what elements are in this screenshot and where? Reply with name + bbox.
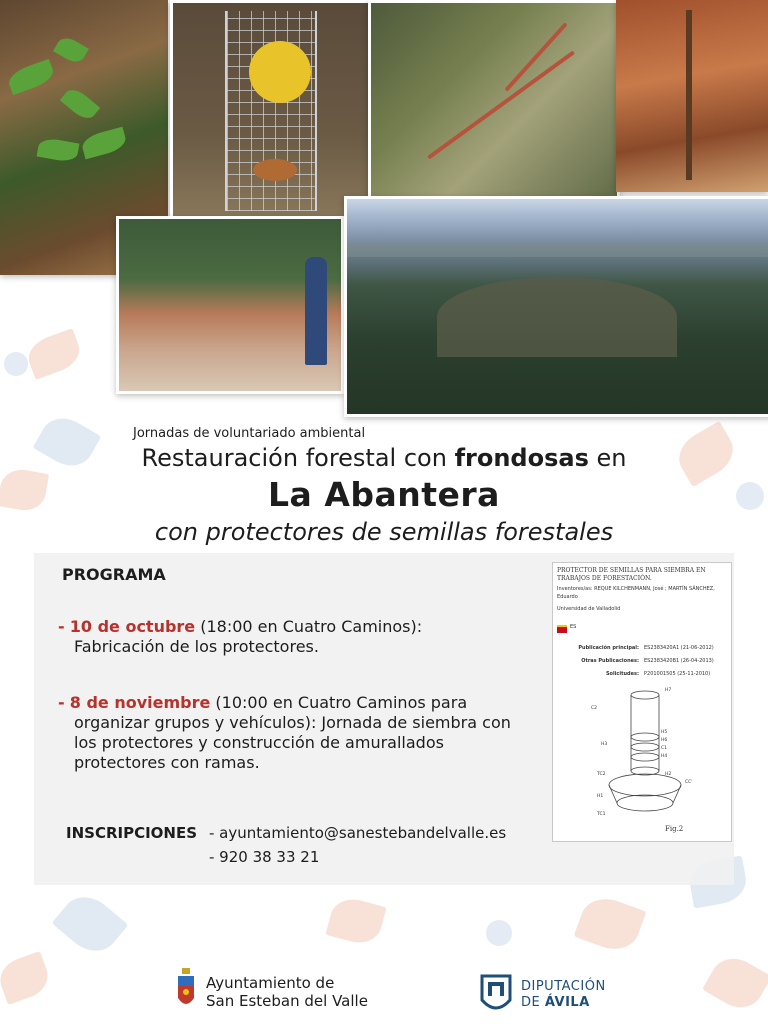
fig-label: C1 bbox=[661, 746, 668, 751]
patent-inventors: Inventores/as: REQUE KILCHENMANN, José ; MARTÍN SÁNCHEZ, Eduardo bbox=[557, 586, 715, 600]
ayuntamiento-name: Ayuntamiento de San Esteban del Valle bbox=[206, 974, 368, 1010]
inscripciones-label: INSCRIPCIONES bbox=[66, 824, 198, 842]
patent-figure-label: Fig.2 bbox=[665, 825, 684, 833]
bg-acorn bbox=[4, 352, 28, 376]
event-type-label: Jornadas de voluntariado ambiental bbox=[133, 426, 366, 441]
fig-label: C2 bbox=[591, 706, 598, 711]
title-line-1: Restauración forestal con frondosas en bbox=[141, 444, 627, 472]
fig-label: H2 bbox=[665, 772, 672, 777]
program-heading: PROGRAMA bbox=[62, 565, 166, 584]
bg-acorn bbox=[486, 920, 512, 946]
fig-label: TC1 bbox=[597, 812, 606, 817]
fig-label: TC2 bbox=[597, 772, 606, 777]
seed-cage-photo bbox=[170, 0, 372, 228]
patent-title: PROTECTOR DE SEMILLAS PARA SIEMBRA EN TRABAJOS DE FORESTACIÓN. bbox=[557, 567, 706, 582]
fig-label: H6 bbox=[661, 738, 668, 743]
spain-flag-icon bbox=[557, 625, 567, 633]
dry-pine-photo bbox=[616, 0, 768, 192]
patent-document: PROTECTOR DE SEMILLAS PARA SIEMBRA EN TRABAJOS DE FORESTACIÓN. Inventores/as: REQUE KILCHENMANN, José ; MARTÍN SÁNCHEZ, Eduardo Universidad de Valladolid ES Publicación principal: ES2383420A1 (21-06-2012) Otras Publicaciones: ES2383420B1 (26-04-2013) Solicitudes: P201001505 (25-11-2010) H7 C2 H5 H6 C1 H4 H3 TC2 H2 CC' H1 TC1 Fig.2 bbox=[552, 562, 732, 842]
fig-label: CC' bbox=[685, 780, 693, 785]
ayuntamiento-crest-icon bbox=[176, 968, 196, 1014]
bg-leaf bbox=[325, 894, 386, 948]
diputacion-name: DIPUTACIÓN DE ÁVILA bbox=[521, 979, 606, 1010]
program-event-1: - 10 de octubre (18:00 en Cuatro Caminos): Fabricación de los protectores. bbox=[58, 617, 538, 657]
bg-leaf bbox=[23, 328, 84, 380]
event-description: organizar grupos y vehículos): Jornada de siembra con los protectores y construcción de amurallados protectores con ramas. bbox=[74, 713, 511, 772]
fig-label: H4 bbox=[661, 754, 668, 759]
program-event-2: - 8 de noviembre (10:00 en Cuatro Caminos para organizar grupos y vehículos): Jornada de siembra con los protectores y construcción de amurallados protectores con ramas. bbox=[58, 693, 538, 773]
title-line-3: con protectores de semillas forestales bbox=[154, 518, 614, 546]
branch-pile-photo bbox=[116, 216, 344, 394]
valley-aerial-photo bbox=[344, 196, 768, 417]
bg-leaf bbox=[702, 950, 768, 1017]
bg-leaf bbox=[574, 891, 647, 957]
fig-label: H5 bbox=[661, 730, 668, 735]
event-date: 8 de noviembre bbox=[69, 693, 211, 712]
patent-university: Universidad de Valladolid bbox=[557, 606, 621, 612]
page-title: La Abantera bbox=[268, 475, 500, 514]
aerial-map-photo bbox=[368, 0, 620, 208]
patent-figure-drawing bbox=[557, 685, 727, 823]
fig-label: H1 bbox=[597, 794, 604, 799]
fig-label: H7 bbox=[665, 688, 672, 693]
patent-row: Otras Publicaciones: ES2383420B1 (26-04-2013) bbox=[581, 658, 714, 664]
patent-row: Solicitudes: P201001505 (25-11-2010) bbox=[605, 671, 711, 677]
fig-label: H3 bbox=[601, 742, 608, 747]
patent-row: Publicación principal: ES2383420A1 (21-06-2012) bbox=[578, 645, 714, 651]
bg-leaf bbox=[52, 886, 129, 961]
diputacion-logo-icon bbox=[479, 972, 513, 1018]
contact-phone[interactable]: - 920 38 33 21 bbox=[209, 848, 320, 866]
bg-leaf bbox=[0, 951, 53, 1005]
event-description: Fabricación de los protectores. bbox=[74, 637, 319, 656]
event-date: 10 de octubre bbox=[69, 617, 196, 636]
contact-email[interactable]: - ayuntamiento@sanestebandelvalle.es bbox=[209, 824, 507, 842]
